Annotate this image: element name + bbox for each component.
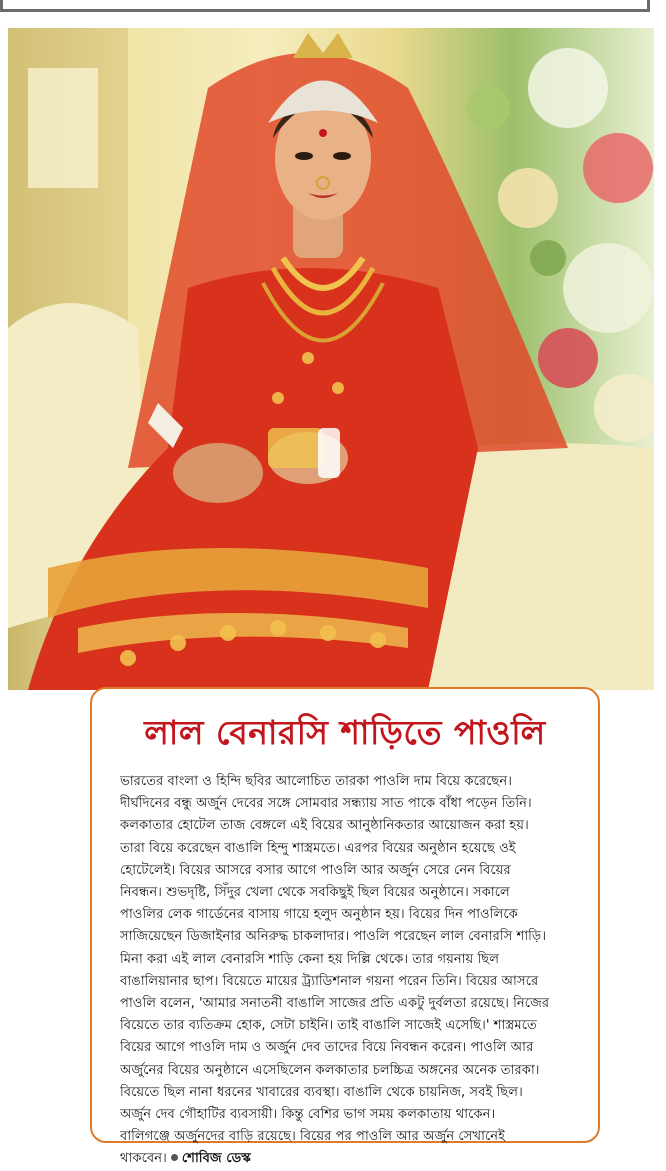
body-line: মিনা করা এই লাল বেনারসি শাড়ি কেনা হয় দিল্লি থেকে। তার গয়নায় ছিল (120, 951, 500, 967)
body-line: পাওলির লেক গার্ডেনের বাসায় গায়ে হলুদ অনুষ্ঠান হয়। বিয়ের দিন পাওলিকে (120, 907, 518, 923)
headline: লাল বেনারসি শাড়িতে পাওলি (144, 713, 546, 752)
body-line: তারা বিয়ে করেছেন বাঙালি হিন্দু শাস্ত্রমতে। এরপর বিয়ের অনুষ্ঠান হয়েছে ওই (120, 840, 516, 856)
body-line: সাজিয়েছেন ডিজাইনার অনিরুদ্ধ চাকলাদার। পাওলি পরেছেন লাল বেনারসি শাড়ি। (120, 929, 547, 945)
body-line: বিয়েতে ছিল নানা ধরনের খাবারের ব্যবস্থা। বাঙালি থেকে চায়নিজ, সবই ছিল। (120, 1084, 523, 1100)
body-line: বিয়েতে তার ব্যতিক্রম হোক, সেটা চাইনি। তাই বাঙালি সাজেই এসেছি।' শাস্ত্রমতে (120, 1018, 537, 1034)
bride-illustration (8, 28, 654, 690)
last-line-text: থাকবেন। (120, 1151, 167, 1167)
body-line: অর্জুন দেব গৌহাটির ব্যবসায়ী। কিন্তু বেশির ভাগ সময় কলকাতায় থাকেন। (120, 1107, 496, 1123)
body-line: বালিগঞ্জে অর্জুনদের বাড়ি রয়েছে। বিয়ের পর পাওলি আর অর্জুন সেখানেই (120, 1129, 505, 1145)
body-line: বিয়ের আগে পাওলি দাম ও অর্জুন দেব তাদের বিয়ে নিবন্ধন করেন। পাওলি আর (120, 1040, 534, 1056)
bride-photo (8, 28, 654, 690)
body-line: নিবন্ধন। শুভদৃষ্টি, সিঁদুর খেলা থেকে সবকিছুই ছিল বিয়ের অনুষ্ঠানে। সকালে (120, 885, 510, 901)
body-line: পাওলি বলেন, 'আমার সনাতনী বাঙালি সাজের প্রতি একটু দুর্বলতা রয়েছে। নিজের (120, 996, 550, 1012)
body-line: ভারতের বাংলা ও হিন্দি ছবির আলোচিত তারকা পাওলি দাম বিয়ে করেছেন। (120, 774, 513, 789)
body-line: বাঙালিয়ানার ছাপ। বিয়েতে মায়ের ট্র্যাডিশনাল গয়না পরেন তিনি। বিয়ের আসরে (120, 973, 539, 989)
body-line: দীর্ঘদিনের বন্ধু অর্জুন দেবের সঙ্গে সোমবার সন্ধ্যায় সাত পাকে বাঁধা পড়েন তিনি। (120, 796, 532, 812)
bullet-icon (171, 1154, 178, 1161)
body-line: কলকাতার হোটেল তাজ বেঙ্গলে এই বিয়ের আনুষ্ঠানিকতার আয়োজন করা হয়। (120, 818, 529, 834)
body-line: অর্জুনের বিয়ের অনুষ্ঠানে এসেছিলেন কলকাতার চলচ্চিত্র অঙ্গনের অনেক তারকা। (120, 1062, 540, 1078)
body-line: হোটেলেই। বিয়ের আসরে বসার আগে পাওলি আর অর্জুন সেরে নেন বিয়ের (120, 862, 511, 878)
article-body (120, 771, 578, 1171)
article-box (90, 687, 600, 1167)
top-frame (0, 0, 650, 12)
byline: শোবিজ ডেস্ক (181, 1151, 251, 1167)
